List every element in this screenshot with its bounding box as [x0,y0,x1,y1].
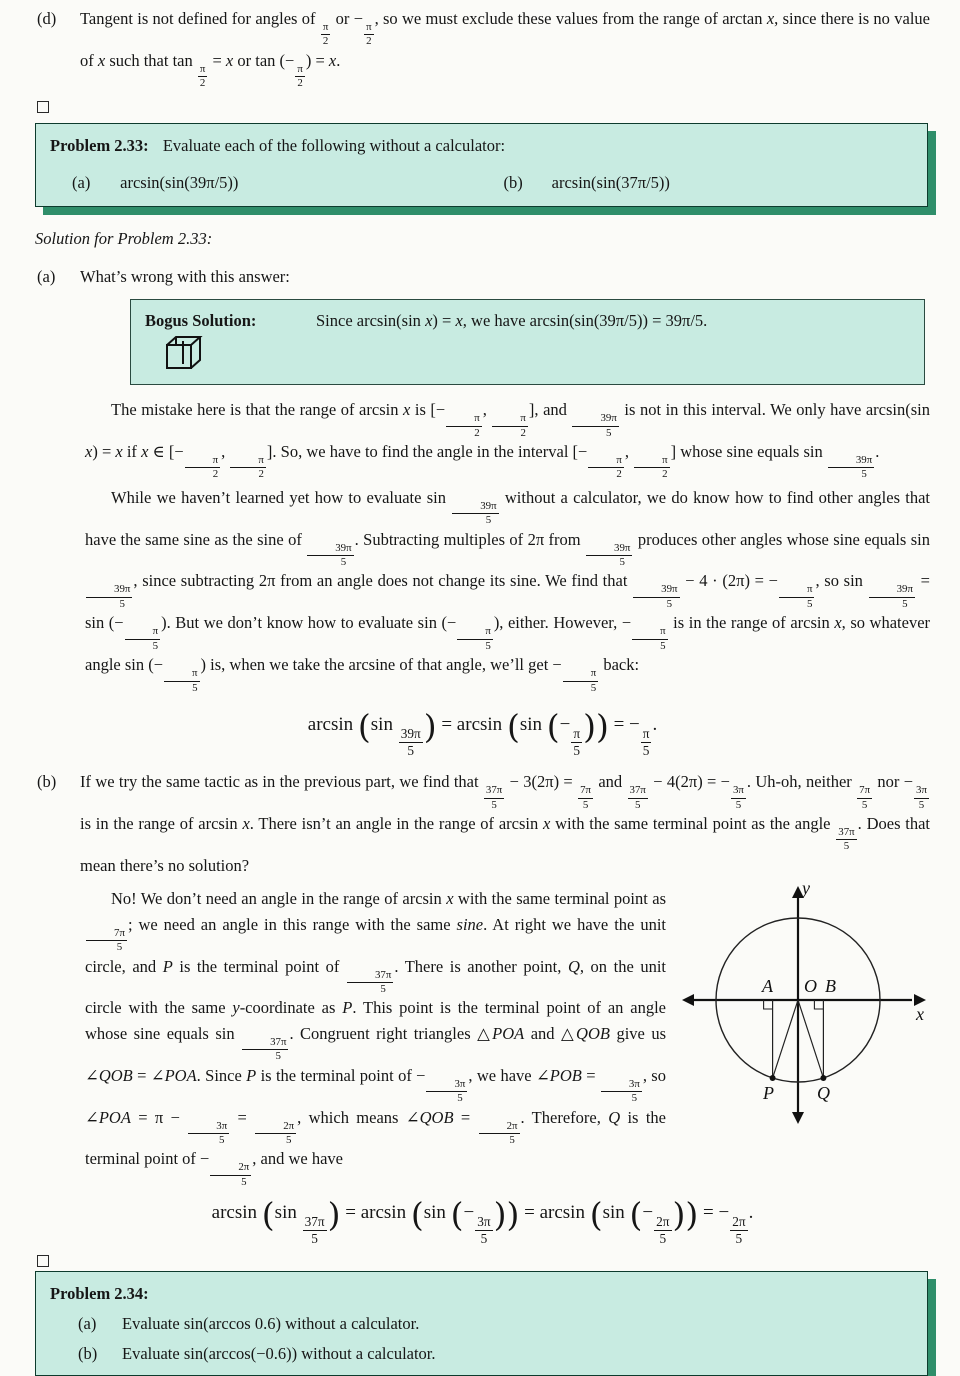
item-d [35,6,930,90]
problem-2-34-title: Problem 2.34: [50,1284,149,1304]
part-b-label: (b) [503,172,523,192]
solution-part-b [35,769,930,878]
bogus-solution-title: Bogus Solution: [145,311,257,331]
end-of-solution-row [37,98,930,111]
problem-2-33-title: Problem 2.33: [50,135,149,155]
problem-2-34-part-a [50,1311,913,1336]
trap-box-icon [145,333,310,380]
label-x: x [916,1004,924,1025]
item-d-label: (d) [37,9,57,28]
part-b-discussion [35,878,930,1247]
right-angle-mark-A [764,1000,773,1009]
solution-part-b-text: If we try the same tactic as in the previous part, we find that $\frac{37\pi}{5}$ − 3(2π) = $\frac{7\pi}{5}$ and $\frac{37\pi}{5}$ − 4(2π) = − $\frac{3\pi}{5}$ . Uh-oh, neither $\frac{7\pi}{5}$ nor − $\frac{3\pi}{5}$ is in the range of arcsin x. There isn’t an angle in the range of arcsin x with the same terminal point as the angle $\frac{37\pi}{5}$ . Does that mean there’s no solution? [80,772,931,875]
unit-circle-diagram [678,878,930,1136]
paragraph-same-sine: While we haven’t learned yet how to evaluate sin $\frac{39\pi}{5}$ without a calculator, we do know how to find other angles that have the same sine as the sine of $\frac{39\pi}{5}$ . Subtracting multiples of 2π from $\frac{39\pi}{5}$ produces other angles whose sine equals sin $\frac{39\pi}{5}$ , since subtracting 2π from an angle does not change its sine. We find that $\frac{39\pi}{5}$ − 4 · (2π) = − $\frac{\pi}{5}$ , so sin $\frac{39\pi}{5}$ = sin (− $\frac{\pi}{5}$ ). But we don’t know how to evaluate sin (− $\frac{\pi}{5}$ ), either. However, − $\frac{\pi}{5}$ is in the range of arcsin x, so whatever angle sin (− $\frac{\pi}{5}$ ) is, when we take the arcsine of that angle, we’ll get − $\frac{\pi}{5}$ back: [85,487,931,694]
problem-2-33-box [35,123,928,207]
label-O: O [804,976,817,997]
problem-2-33-title-row [50,133,913,158]
item-d-text: Tangent is not defined for angles of $\frac{\pi}{2}$ or − $\frac{\pi}{2}$ , so we must exclude these values from the range of arctan x, since there is no value of x such that tan $\frac{\pi}{2}$ = x or tan (− $\frac{\pi}{2}$ ) = x. [80,9,930,90]
problem-2-34-part-b [50,1341,913,1366]
paragraph-mistake: The mistake here is that the range of arcsin x is [− $\frac{\pi}{2}$ , $\frac{\pi}{2}$ ], and $\frac{39\pi}{5}$ is not in this interval. We only have arcsin(sin x) = x if x ∈ [− $\frac{\pi}{2}$ , $\frac{\pi}{2}$ ]. So, we have to find the angle in the interval [− $\frac{\pi}{2}$ , $\frac{\pi}{2}$ ] whose sine equals sin $\frac{39\pi}{5}$ . [85,400,930,481]
part-a-expression: arcsin(sin(39π/5)) [120,172,239,192]
solution-part-b-label: (b) [37,772,57,792]
part-b-text: Evaluate sin(arccos(−0.6)) without a calculator. [122,1344,436,1364]
label-B: B [825,976,836,997]
x-axis-left-arrow [682,994,694,1006]
label-Q: Q [817,1083,830,1104]
problem-2-33-intro: Evaluate each of the following without a calculator: [162,135,506,155]
label-A: A [762,976,773,997]
problem-2-34-box [35,1271,928,1376]
label-y: y [802,878,810,899]
part-b-label: (b) [78,1344,98,1364]
point-Q-dot [820,1075,826,1081]
end-of-solution-row-2 [37,1252,930,1265]
part-a-text: Evaluate sin(arccos 0.6) without a calculator. [122,1314,420,1334]
display-equation-1: arcsin (sin $\frac{39\pi}{5}$ ) = arcsin (sin (− $\frac{\pi}{5}$ )) = − $\frac{\pi}{5}$ . [307,706,658,759]
end-of-solution-icon [37,101,49,113]
bogus-solution-text: Since arcsin(sin x) = x, we have arcsin(sin(39π/5)) = 39π/5. [316,311,708,331]
point-P-dot [770,1075,776,1081]
paragraph-no-solution: No! We don’t need an angle in the range of arcsin x with the same terminal point as $\frac{7\pi}{5}$ ; we need an angle in this range with the same sine. At right we have the unit circle, and P is the terminal point of $\frac{37\pi}{5}$ . There is another point, Q, on the unit circle with the same y-coordinate as P. This point is the terminal point of an angle whose sine equals sin $\frac{37\pi}{5}$ . Congruent right triangles △POA and △QOB give us ∠QOB = ∠POA. Since P is the terminal point of − $\frac{3\pi}{5}$ , we have ∠POB = $\frac{3\pi}{5}$ , so ∠POA = π − $\frac{3\pi}{5}$ = $\frac{2\pi}{5}$ , which means ∠QOB = $\frac{2\pi}{5}$ . Therefore, Q is the terminal point of − $\frac{2\pi}{5}$ , and we have [85,889,666,1188]
problem-2-33-part-b [482,170,914,195]
segment-OP [773,1000,798,1078]
solution-part-a-question: What’s wrong with this answer: [80,266,290,286]
part-a-label: (a) [72,172,91,192]
solution-part-a-lead [35,264,930,290]
segment-OQ [798,1000,823,1078]
display-equation-2: arcsin (sin $\frac{37\pi}{5}$ ) = arcsin (sin (− $\frac{3\pi}{5}$ )) = arcsin (sin (− $\frac{2\pi}{5}$ )) = − $\frac{2\pi}{5}$ . [211,1195,754,1247]
solution-part-a-label: (a) [37,266,56,286]
problem-2-33-parts [50,170,913,195]
label-P: P [763,1083,774,1104]
y-axis-bottom-arrow [792,1112,804,1124]
solution-heading: Solution for Problem 2.33: [35,228,213,248]
right-angle-mark-B [814,1000,823,1009]
bogus-solution-box [130,299,925,385]
end-of-solution-icon-2 [37,1255,49,1267]
problem-2-33-part-a [50,170,482,195]
part-a-label: (a) [78,1314,97,1334]
part-b-expression: arcsin(sin(37π/5)) [551,172,670,192]
